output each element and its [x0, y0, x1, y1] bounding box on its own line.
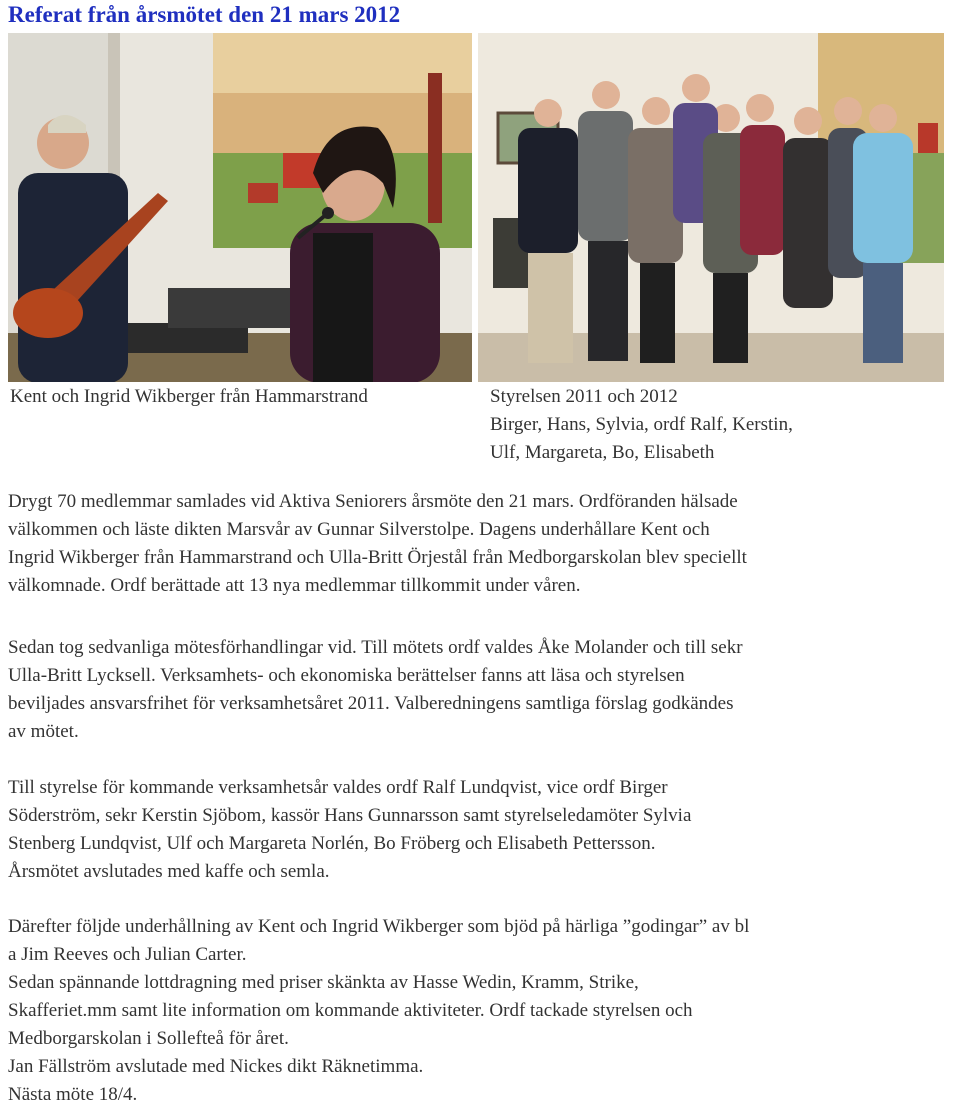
text-line: Jan Fällström avslutade med Nickes dikt Räknetimma. [8, 1056, 424, 1077]
board-caption-line: Styrelsen 2011 och 2012 [490, 386, 678, 407]
musicians-photo [8, 33, 472, 382]
text-line: Söderström, sekr Kerstin Sjöbom, kassör Hans Gunnarsson samt styrelseledamöter Sylvia [8, 805, 692, 826]
text-line: beviljades ansvarsfrihet för verksamhetsåret 2011. Valberedningens samtliga förslag godkändes [8, 693, 734, 714]
text-line: av mötet. [8, 721, 79, 742]
text-line: Sedan spännande lottdragning med priser skänkta av Hasse Wedin, Kramm, Strike, [8, 972, 639, 993]
text-line: Drygt 70 medlemmar samlades vid Aktiva Seniorers årsmöte den 21 mars. Ordföranden hälsade [8, 491, 738, 512]
board-caption [490, 383, 793, 467]
text-line: Nästa möte 18/4. [8, 1084, 138, 1105]
text-line: Ingrid Wikberger från Hammarstrand och Ulla-Britt Örjestål från Medborgarskolan blev speciellt [8, 547, 747, 568]
paragraph-entertainment [8, 913, 960, 1109]
text-line: Årsmötet avslutades med kaffe och semla. [8, 861, 330, 882]
text-line: Stenberg Lundqvist, Ulf och Margareta Norlén, Bo Fröberg och Elisabeth Pettersson. [8, 833, 656, 854]
text-line: Sedan tog sedvanliga mötesförhandlingar vid. Till mötets ordf valdes Åke Molander och till sekr [8, 637, 743, 658]
paragraph-board-election [8, 774, 960, 886]
text-line: Till styrelse för kommande verksamhetsår valdes ordf Ralf Lundqvist, vice ordf Birger [8, 777, 668, 798]
board-caption-line: Birger, Hans, Sylvia, ordf Ralf, Kerstin, [490, 414, 793, 435]
musicians-caption: Kent och Ingrid Wikberger från Hammarstrand [10, 386, 368, 407]
text-line: välkommen och läste dikten Marsvår av Gunnar Silverstolpe. Dagens underhållare Kent och [8, 519, 710, 540]
text-line: välkomnade. Ordf berättade att 13 nya medlemmar tillkommit under våren. [8, 575, 581, 596]
paragraph-welcome [8, 488, 960, 600]
text-line: Ulla-Britt Lycksell. Verksamhets- och ekonomiska berättelser fanns att läsa och styrelsen [8, 665, 685, 686]
paragraph-proceedings [8, 634, 960, 746]
board-caption-line: Ulf, Margareta, Bo, Elisabeth [490, 442, 715, 463]
text-line: Därefter följde underhållning av Kent och Ingrid Wikberger som bjöd på härliga ”godingar” av bl [8, 916, 750, 937]
board-group-photo [478, 33, 944, 382]
text-line: Skafferiet.mm samt lite information om kommande aktiviteter. Ordf tackade styrelsen och [8, 1000, 693, 1021]
text-line: Medborgarskolan i Sollefteå för året. [8, 1028, 289, 1049]
page-title: Referat från årsmötet den 21 mars 2012 [8, 2, 401, 27]
text-line: a Jim Reeves och Julian Carter. [8, 944, 247, 965]
